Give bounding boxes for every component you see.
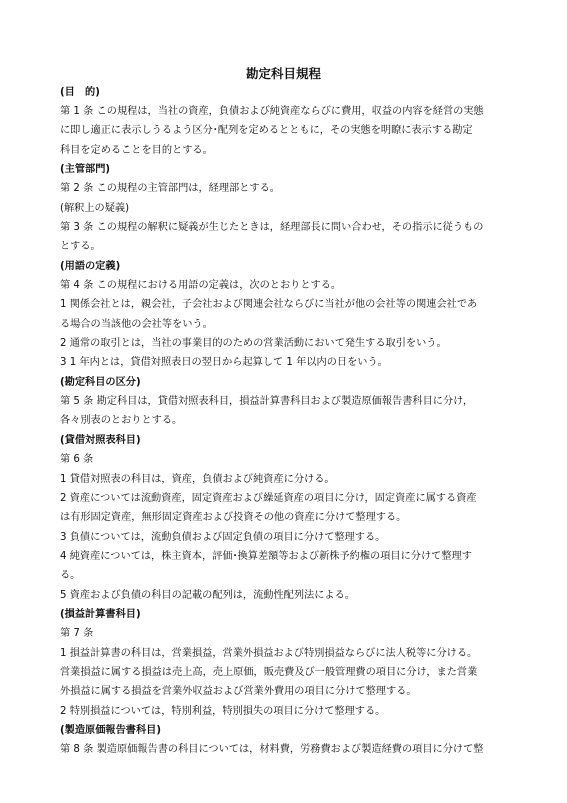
section-heading: (貸借対照表科目)	[60, 434, 141, 446]
body-line: 営業損益に属する損益は売上高，売上原価，販売費及び一般管理費の項目に分け，また営業	[60, 667, 478, 678]
body-line: 5 資産および負債の科目の記載の配列は，流動性配列法による。	[60, 589, 355, 601]
body-line: とする。	[60, 241, 101, 253]
section-heading: (勘定科目の区分)	[60, 376, 141, 388]
body-line: 4 純資産については，株主資本，評価･換算差額等および新株予約権の項目に分けて整理す	[60, 550, 472, 562]
section-heading: (目 的)	[60, 86, 100, 98]
section-heading: (損益計算書科目)	[60, 608, 141, 620]
body-line: 第 6 条	[60, 454, 94, 466]
body-line: に即し適正に表示しうるよう区分･配列を定めるとともに，その実態を明瞭に表示する勘定	[60, 125, 473, 137]
body-line: 2 通常の取引とは，当社の事業目的のための営業活動において発生する取引をいう。	[60, 338, 447, 350]
body-line: 1 損益計算書の科目は，営業損益，営業外損益および特別損益ならびに法人税等に分ける。	[60, 647, 478, 659]
body-line: る。	[60, 570, 81, 582]
body-line: 第 2 条 この規程の主管部門は，経理部とする。	[60, 183, 280, 195]
body-line: る場合の当該他の会社等をいう。	[60, 318, 213, 330]
body-line: (解釈上の疑義)	[60, 202, 130, 214]
body-line: 第 1 条 この規程は，当社の資産，負債および純資産ならびに費用，収益の内容を経営の実態	[60, 105, 484, 117]
body-line: 第 3 条 この規程の解釈に疑義が生じたときは，経理部長に問い合わせ，その指示に従うもの	[60, 221, 484, 233]
body-line: 第 4 条 この規程における用語の定義は，次のとおりとする。	[60, 280, 342, 291]
body-line: 外損益に属する損益を営業外収益および営業外費用の項目に分けて整理する。	[60, 686, 417, 698]
section-heading: (主管部門)	[60, 163, 111, 175]
body-line: 第 5 条 勘定科目は，貸借対照表科目，損益計算書科目および製造原価報告書科目に分け，	[60, 396, 474, 408]
section-heading: (製造原価報告書科目)	[60, 725, 161, 737]
body-line: 科目を定めることを目的とする。	[60, 144, 213, 156]
body-line: 1 貸借対照表の科目は，資産，負債および純資産に分ける。	[60, 473, 335, 485]
section-heading: (用語の定義)	[60, 260, 121, 272]
body-line: 各々別表のとおりとする。	[60, 415, 183, 427]
body-line: 第 8 条 製造原価報告書の科目については，材料費，労務費および製造経費の項目に分けて整	[60, 744, 484, 756]
body-line: 第 7 条	[60, 628, 94, 640]
body-line: は有形固定資産，無形固定資産および投資その他の資産に分けて整理する。	[60, 512, 407, 524]
body-line: 2 特別損益については，特別利益，特別損失の項目に分けて整理する。	[60, 705, 386, 717]
body-line: 3 負債については，流動負債および固定負債の項目に分けて整理する。	[60, 531, 386, 543]
body-line: 1 関係会社とは，親会社，子会社および関連会社ならびに当社が他の会社等の関連会社であ	[60, 299, 478, 311]
body-line: 3 1 年内とは，貸借対照表日の翌日から起算して 1 年以内の日をいう。	[60, 357, 388, 369]
body-line: 2 資産については流動資産，固定資産および繰延資産の項目に分け，固定資産に属する資産	[60, 492, 477, 504]
document-title: 勘定科目規程	[245, 66, 321, 81]
